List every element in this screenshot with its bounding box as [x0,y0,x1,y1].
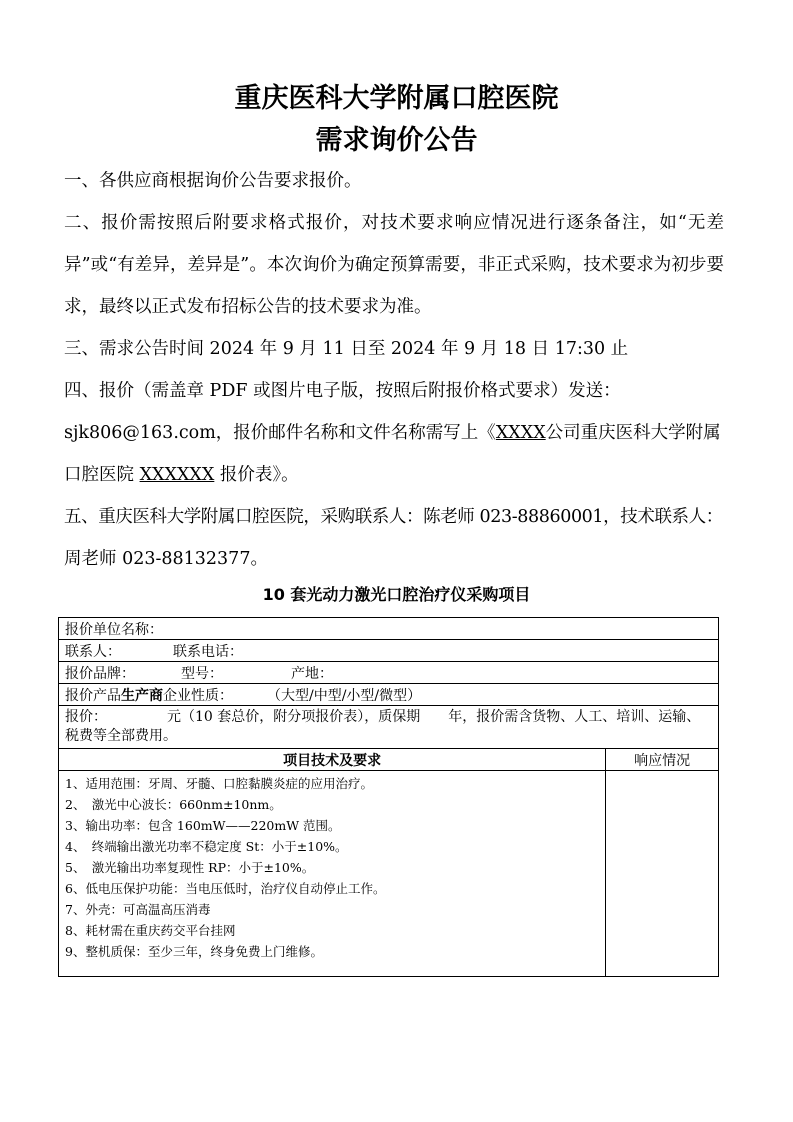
brand-cell [59,662,719,684]
form-row-price [59,706,719,749]
paragraph-5-line-1: 五、重庆医科大学附属口腔医院，采购联系人：陈老师 023-88860001，技术联系人： [64,507,723,527]
paragraph-5-line-2: 周老师 023-88132377。 [64,549,268,569]
requirements-list [59,771,606,977]
paragraph-4-text: 公司重庆医科大学附属 [545,423,721,443]
producer-cell [59,684,719,706]
origin-label[interactable]: 产地： [291,665,333,682]
enterprise-size-options: （大型/中型/小型/微型） [267,687,422,704]
model-label[interactable]: 型号： [181,665,223,682]
response-header: 响应情况 [606,749,719,771]
email-text: sjk806@163.com，报价邮件名称和文件名称需写上《 [64,423,496,443]
form-row-contact [59,640,719,662]
quotation-form [58,617,719,977]
requirement-item: 1、适用范围：牙周、牙髓、口腔黏膜炎症的应用治疗。 [65,776,373,791]
paragraph-2: 二、报价需按照后附要求格式报价，对技术要求响应情况进行逐条备注，如“无差异”或“有差异，差异是”。本次询价为确定预算需要，非正式采购，技术要求为初步要求，最终以正式发布招标公告的技术要求为准。 [64,213,724,317]
producer-label-bold: 生产商 [121,687,163,704]
brand-label[interactable]: 报价品牌： [65,665,135,682]
document-title: 重庆医科大学附属口腔医院 [234,83,559,114]
form-row-unit [59,618,719,640]
paragraph-4-line-2 [64,412,724,454]
price-description: 元（10 套总价，附分项报价表），质保期 年，报价需含货物、人工、培训、运输、税费等全部费用。 [65,709,701,744]
price-cell [59,706,719,749]
requirement-item: 9、整机质保：至少三年，终身免费上门维修。 [65,944,323,959]
requirement-item: 8、耗材需在重庆药交平台挂网 [65,923,236,938]
producer-label-prefix: 报价产品 [65,687,121,704]
unit-name-field[interactable]: 报价单位名称： [59,618,719,640]
paragraph-1: 一、各供应商根据询价公告要求报价。 [64,171,362,191]
requirement-item: 3、输出功率：包含 160mW——220mW 范围。 [65,818,341,833]
form-row-producer [59,684,719,706]
phone-label[interactable]: 联系电话： [173,643,243,660]
project-title: 10 套光动力激光口腔治疗仪采购项目 [262,585,531,604]
paragraph-4-text: 口腔医院 [64,465,140,485]
paragraph-4-text: 报价表》。 [214,465,299,485]
tech-requirements-header: 项目技术及要求 [59,749,606,771]
requirement-item: 5、 激光输出功率复现性 RP：小于±10%。 [65,860,315,875]
paragraph-4-line-1: 四、报价（需盖章 PDF 或图片电子版，按照后附报价格式要求）发送： [64,381,621,401]
document-subtitle: 需求询价公告 [315,125,478,156]
requirement-item: 7、外壳：可高温高压消毒 [65,902,211,917]
form-row-requirements [59,771,719,977]
requirement-item: 2、 激光中心波长：660nm±10nm。 [65,797,282,812]
requirement-item: 6、低电压保护功能：当电压低时，治疗仪自动停止工作。 [65,881,386,896]
company-placeholder: XXXX [495,423,546,443]
enterprise-nature-label[interactable]: 企业性质： [163,687,233,704]
paragraph-4-line-3 [64,454,724,496]
contact-label[interactable]: 联系人： [65,643,121,660]
contact-cell [59,640,719,662]
form-row-headers [59,749,719,771]
price-label[interactable]: 报价： [65,709,107,725]
requirement-item: 4、 终端输出激光功率不稳定度 St：小于±10%。 [65,839,348,854]
response-cell[interactable] [606,771,719,977]
form-row-brand [59,662,719,684]
paragraph-3: 三、需求公告时间 2024 年 9 月 11 日至 2024 年 9 月 18 日 17:30 止 [64,339,629,359]
product-placeholder: XXXXXX [139,465,215,485]
